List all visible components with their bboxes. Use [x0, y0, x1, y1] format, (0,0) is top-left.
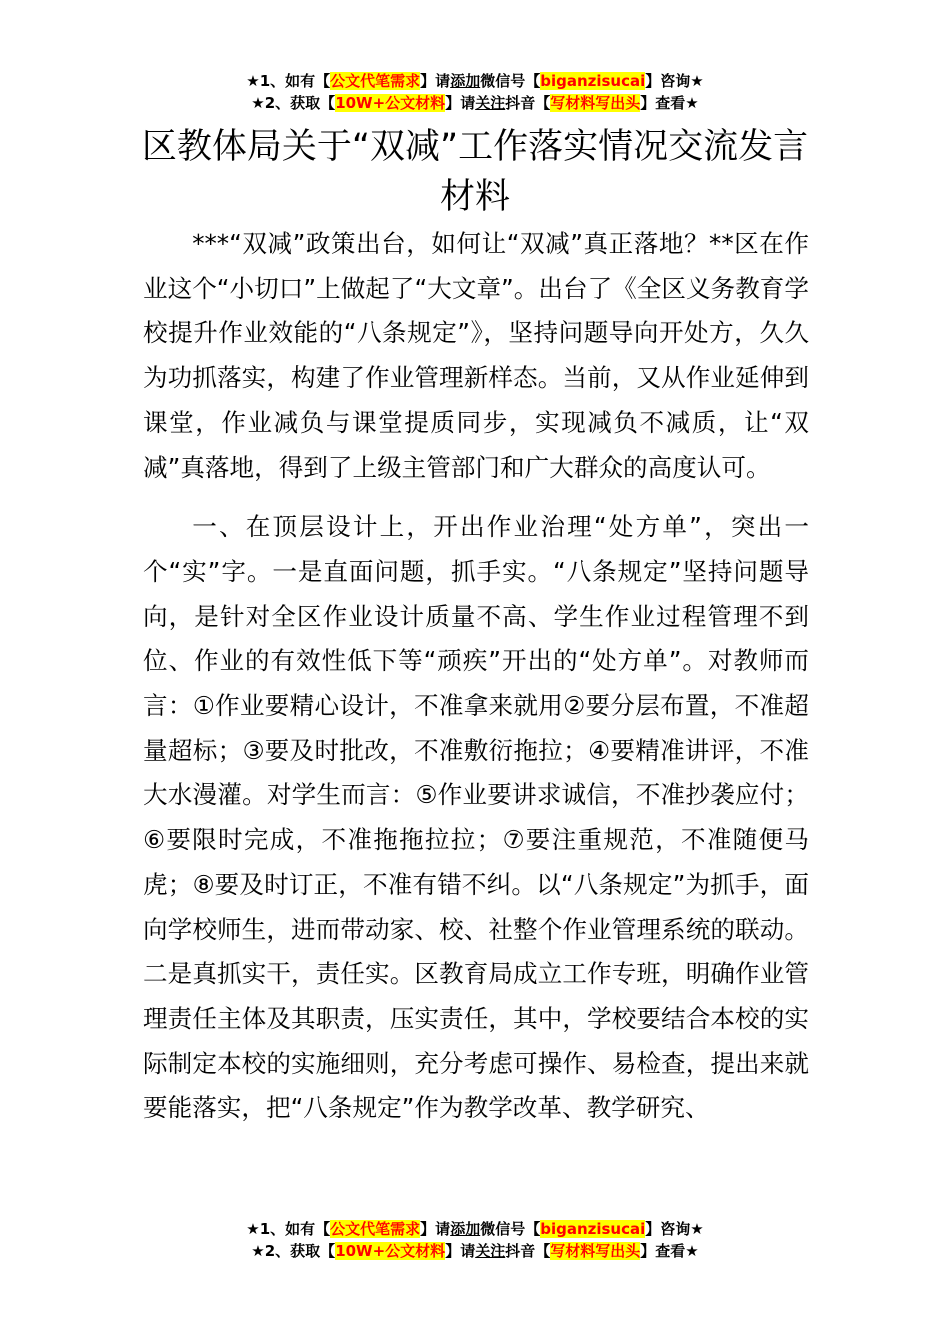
banner-text: 微信号【: [480, 72, 541, 90]
highlight-douyin: 写材料写出头: [550, 1242, 641, 1260]
highlight-materials: 10W+公文材料: [335, 94, 446, 112]
banner-line-1: [0, 1218, 950, 1240]
paragraph-section-1: 一、在顶层设计上，开出作业治理“处方单”，突出一个“实”字。一是直面问题，抓手实。“八条规定”坚持问题导向，是针对全区作业设计质量不高、学生作业过程管理不到位、作业的有效性低下等“顽疾”开出的“处方单”。对教师而言：①作业要精心设计，不准拿来就用②要分层布置，不准超量超标；③要及时批改，不准敷衍拖拉；④要精准讲评，不准大水漫灌。对学生而言：⑤作业要讲求诚信，不准抄袭应付；⑥要限时完成，不准拖拖拉拉；⑦要注重规范，不准随便马虎；⑧要及时订正，不准有错不纠。以“八条规定”为抓手，面向学校师生，进而带动家、校、社整个作业管理系统的联动。二是真抓实干，责任实。区教育局成立工作专班，明确作业管理责任主体及其职责，压实责任，其中，学校要结合本校的实际制定本校的实施细则，充分考虑可操作、易检查，提出来就要能落实，把“八条规定”作为教学改革、教学研究、: [143, 512, 809, 1123]
banner-text: 】咨询★: [645, 72, 704, 90]
highlight-wechat-id: biganzisucai: [540, 72, 646, 90]
banner-text: 】请: [445, 94, 476, 112]
banner-text: 】请: [420, 1220, 451, 1238]
banner-text: 】查看★: [640, 94, 699, 112]
top-banner: [0, 70, 950, 114]
banner-line-2: [0, 92, 950, 114]
banner-text: ★1、如有【: [246, 1220, 331, 1238]
banner-text: 微信号【: [480, 1220, 541, 1238]
underlined-text: 关注: [475, 1242, 506, 1260]
banner-text: 】查看★: [640, 1242, 699, 1260]
banner-text: 】请: [420, 72, 451, 90]
banner-text: ★2、获取【: [251, 1242, 336, 1260]
banner-text: 】请: [445, 1242, 476, 1260]
underlined-text: 添加: [450, 1220, 481, 1238]
banner-text: 】咨询★: [645, 1220, 704, 1238]
banner-line-2: [0, 1240, 950, 1262]
document-body: [143, 222, 809, 1131]
bottom-banner: [0, 1218, 950, 1262]
banner-line-1: [0, 70, 950, 92]
banner-text: 抖音【: [505, 94, 551, 112]
underlined-text: 关注: [475, 94, 506, 112]
highlight-douyin: 写材料写出头: [550, 94, 641, 112]
highlight-wechat-id: biganzisucai: [540, 1220, 646, 1238]
highlight-service: 公文代笔需求: [330, 72, 421, 90]
underlined-text: 添加: [450, 72, 481, 90]
document-title: 区教体局关于“双减”工作落实情况交流发言材料: [141, 127, 809, 217]
highlight-service: 公文代笔需求: [330, 1220, 421, 1238]
paragraph-intro: ***“双减”政策出台，如何让“双减”真正落地？**区在作业这个“小切口”上做起了“大文章”。出台了《全区义务教育学校提升作业效能的“八条规定”》，坚持问题导向开处方，久久为功抓落实，构建了作业管理新样态。当前，又从作业延伸到课堂，作业减负与课堂提质同步，实现减负不减质，让“双减”真落地，得到了上级主管部门和广大群众的高度认可。: [143, 229, 809, 482]
banner-text: 抖音【: [505, 1242, 551, 1260]
banner-text: ★1、如有【: [246, 72, 331, 90]
banner-text: ★2、获取【: [251, 94, 336, 112]
highlight-materials: 10W+公文材料: [335, 1242, 446, 1260]
